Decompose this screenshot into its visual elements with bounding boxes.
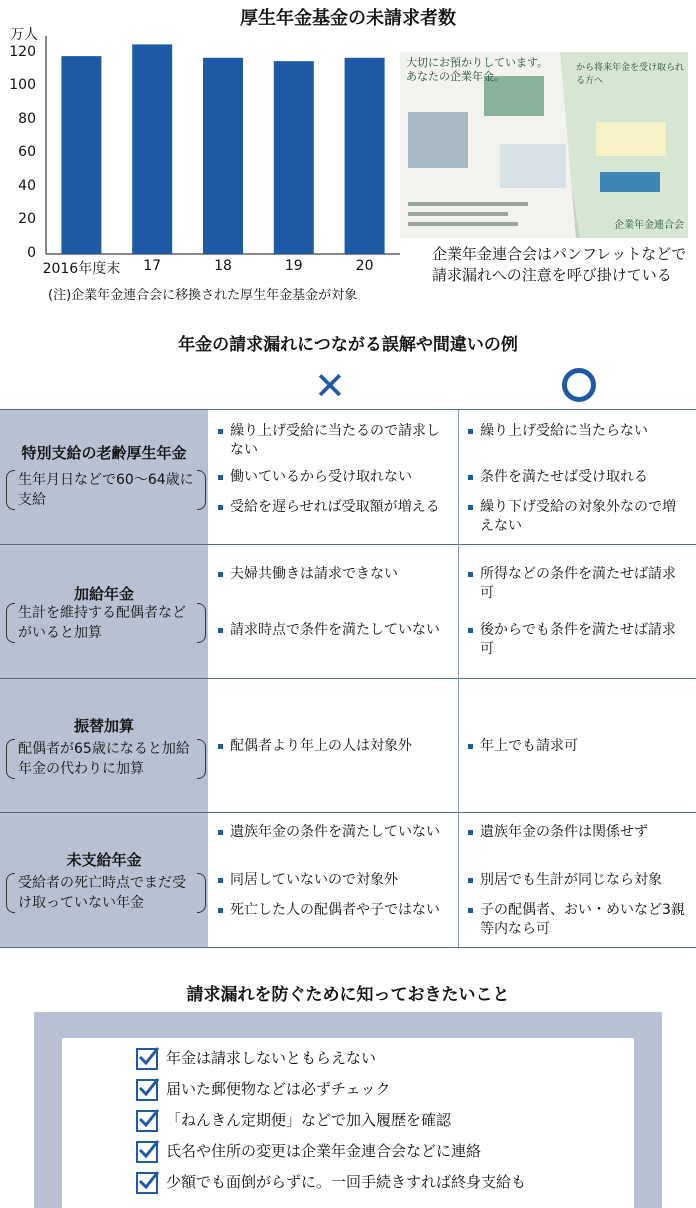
checklist-item: 氏名や住所の変更は企業年金連合会などに連絡 bbox=[166, 1142, 482, 1160]
right-item bbox=[480, 565, 685, 603]
checklist-item: 少額でも面倒がらずに。一回手続きすれば終身支給も bbox=[166, 1173, 527, 1191]
row-title: 振替加算 bbox=[73, 717, 134, 735]
wrong-item bbox=[230, 498, 452, 517]
wrong-item-text: 遺族年金の条件を満たしていない bbox=[230, 824, 440, 840]
column-divider bbox=[458, 410, 459, 947]
right-item-text: 条件を満たせば受け取れる bbox=[480, 469, 648, 485]
bar-chart bbox=[0, 0, 410, 280]
right-item-text: 所得などの条件を満たせば請求可 bbox=[480, 566, 676, 601]
y-tick-label: 20 bbox=[18, 211, 36, 228]
bar bbox=[345, 58, 385, 254]
table-row bbox=[0, 813, 696, 947]
y-tick-label: 40 bbox=[18, 177, 36, 194]
right-item-text: 年上でも請求可 bbox=[480, 738, 578, 754]
bar bbox=[203, 58, 243, 254]
row-title: 加給年金 bbox=[73, 585, 134, 603]
photo-caption: 企業年金連合会はパンフレットなどで請求漏れへの注意を呼び掛けている bbox=[432, 245, 687, 284]
checkbox-icon bbox=[136, 1048, 158, 1070]
wrong-mark-icon: ✕ bbox=[314, 364, 346, 408]
row-subtitle bbox=[8, 739, 204, 779]
right-item bbox=[480, 871, 685, 890]
y-tick-label: 60 bbox=[18, 144, 36, 161]
right-item bbox=[480, 737, 685, 756]
x-tick-label: 18 bbox=[214, 258, 232, 274]
x-tick-label: 20 bbox=[355, 258, 374, 274]
brochure-photo bbox=[400, 52, 688, 238]
row-subtitle bbox=[8, 873, 204, 913]
wrong-item-text: 受給を遅らせれば受取額が増える bbox=[230, 499, 440, 515]
right-item bbox=[480, 498, 685, 536]
wrong-item bbox=[230, 621, 452, 640]
checkbox-icon bbox=[136, 1172, 158, 1194]
x-tick-label: 2016年度末 bbox=[42, 261, 121, 277]
table-title: 年金の請求漏れにつながる誤解や間違いの例 bbox=[178, 335, 518, 355]
brochure-left-line2: あなたの企業年金。 bbox=[406, 70, 505, 83]
bar bbox=[274, 61, 314, 254]
wrong-item-text: 配偶者より年上の人は対象外 bbox=[230, 738, 412, 754]
right-item bbox=[480, 823, 685, 842]
checklist-item: 年金は請求しないともらえない bbox=[166, 1049, 377, 1067]
right-item-text: 繰り上げ受給に当たらない bbox=[480, 423, 648, 439]
right-item bbox=[480, 422, 685, 441]
wrong-item-text: 繰り上げ受給に当たるので請求しない bbox=[230, 423, 440, 458]
right-item-text: 子の配偶者、おい・めいなど3親等内なら可 bbox=[480, 902, 685, 937]
checkbox-icon bbox=[136, 1079, 158, 1101]
row-subtitle bbox=[8, 603, 204, 643]
checkbox-icon bbox=[136, 1110, 158, 1132]
x-tick-label: 19 bbox=[284, 258, 303, 274]
chart-title: 厚生年金基金の未請求者数 bbox=[240, 8, 456, 29]
brochure-left-line1: 大切にお預かりしています。 bbox=[406, 56, 549, 69]
row-subtitle-text: 受給者の死亡時点でまだ受け取っていない年金 bbox=[18, 875, 186, 911]
right-item bbox=[480, 621, 685, 659]
right-item-text: 後からでも条件を満たせば請求可 bbox=[480, 622, 676, 657]
table-bottom-rule bbox=[0, 947, 696, 948]
row-subtitle-text: 配偶者が65歳になると加給年金の代わりに加算 bbox=[18, 741, 190, 777]
right-item bbox=[480, 468, 685, 487]
checklist-item: 届いた郵便物などは必ずチェック bbox=[166, 1080, 391, 1098]
wrong-item bbox=[230, 422, 452, 460]
y-tick-label: 120 bbox=[9, 43, 36, 60]
checkbox-icon bbox=[136, 1141, 158, 1163]
right-item-text: 繰り下げ受給の対象外なので増えない bbox=[480, 499, 676, 534]
bar bbox=[132, 44, 172, 254]
y-tick-label: 80 bbox=[18, 110, 36, 127]
row-title: 未支給年金 bbox=[66, 851, 142, 869]
y-axis-unit: 万人 bbox=[10, 27, 38, 43]
brochure-right-logo: 企業年金連合会 bbox=[614, 220, 684, 231]
table-row bbox=[0, 410, 696, 544]
wrong-item bbox=[230, 565, 452, 584]
x-tick-label: 17 bbox=[143, 258, 162, 274]
table-row bbox=[0, 545, 696, 678]
wrong-item-text: 働いているから受け取れない bbox=[230, 469, 412, 485]
checklist-title: 請求漏れを防ぐために知っておきたいこと bbox=[186, 985, 510, 1005]
wrong-item bbox=[230, 901, 452, 920]
wrong-item bbox=[230, 823, 452, 842]
wrong-item-text: 請求時点で条件を満たしていない bbox=[230, 622, 440, 638]
right-mark-icon bbox=[562, 368, 596, 402]
wrong-item bbox=[230, 737, 452, 756]
brochure-right-head: から将来年金を受け取られる方へ bbox=[576, 63, 685, 86]
wrong-item bbox=[230, 468, 452, 487]
wrong-item-text: 夫婦共働きは請求できない bbox=[230, 566, 398, 582]
table-row bbox=[0, 679, 696, 812]
right-item-text: 遺族年金の条件は関係せず bbox=[480, 824, 648, 840]
wrong-item-text: 同居していないので対象外 bbox=[230, 872, 398, 888]
row-subtitle-text: 生計を維持する配偶者などがいると加算 bbox=[18, 605, 186, 641]
row-subtitle bbox=[8, 470, 204, 510]
bar bbox=[61, 56, 101, 254]
row-title: 特別支給の老齢厚生年金 bbox=[21, 444, 187, 462]
checklist-item: 「ねんきん定期便」などで加入履歴を確認 bbox=[166, 1111, 452, 1129]
chart-note: (注)企業年金連合会に移換された厚生年金基金が対象 bbox=[48, 288, 358, 303]
row-subtitle-text: 生年月日などで60〜64歳に支給 bbox=[18, 472, 194, 508]
right-item-text: 別居でも生計が同じなら対象 bbox=[480, 872, 662, 888]
y-tick-label: 100 bbox=[9, 77, 36, 94]
wrong-item-text: 死亡した人の配偶者や子ではない bbox=[230, 902, 440, 918]
wrong-item bbox=[230, 871, 452, 890]
right-item bbox=[480, 901, 685, 939]
y-tick-label: 0 bbox=[27, 245, 36, 261]
